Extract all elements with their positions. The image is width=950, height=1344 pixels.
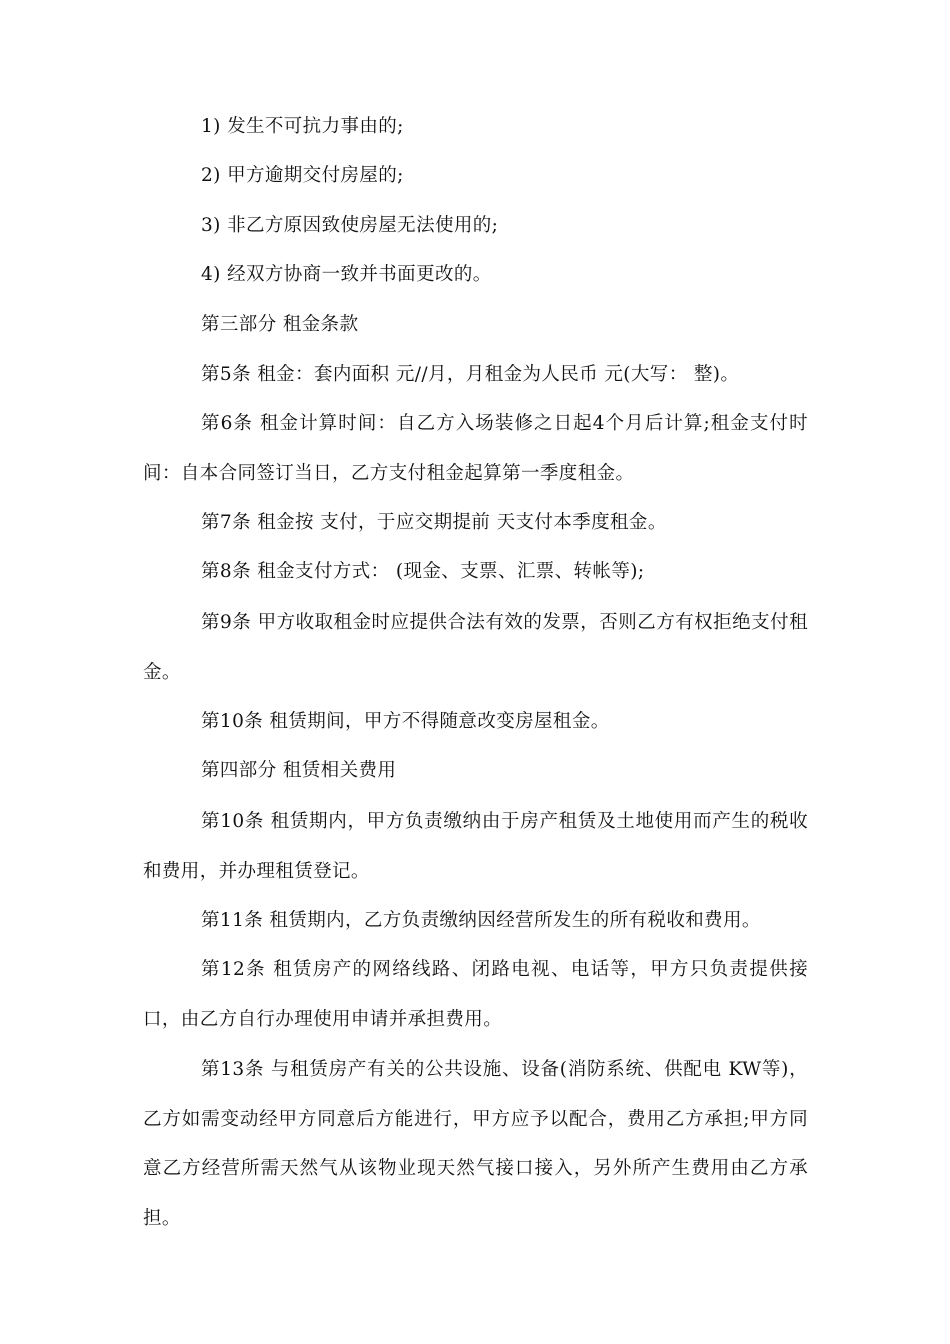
clause-item-2: 2) 甲方逾期交付房屋的; [201,165,404,186]
section-heading-lease-fees: 第四部分 租赁相关费用 [201,760,397,781]
article-12-network-lines: 第12条 租赁房产的网络线路、闭路电视、电话等，甲方只负责提供接口，由乙方自行办理使用申请并承担费用。 [143,959,808,1030]
clause-item-3: 3) 非乙方原因致使房屋无法使用的; [201,215,499,236]
article-10-taxes: 第10条 租赁期内，甲方负责缴纳由于房产租赁及土地使用而产生的税收和费用，并办理租赁登记。 [143,811,808,882]
clause-item-4: 4) 经双方协商一致并书面更改的。 [201,264,492,285]
article-13-public-facilities: 第13条 与租赁房产有关的公共设施、设备(消防系统、供配电 KW等)，乙方如需变动经甲方同意后方能进行，甲方应予以配合，费用乙方承担;甲方同意乙方经营所需天然气从该物业现天然气接口接入，另外所产生费用由乙方承担。 [143,1059,808,1229]
article-10-rent-unchanged: 第10条 租赁期间，甲方不得随意改变房屋租金。 [201,711,610,732]
article-5-rent: 第5条 租金：套内面积 元//月，月租金为人民币 元(大写： 整)。 [201,364,740,385]
article-11-business-taxes: 第11条 租赁期内，乙方负责缴纳因经营所发生的所有税收和费用。 [201,910,761,931]
article-8-payment-method: 第8条 租金支付方式： (现金、支票、汇票、转帐等); [201,561,645,582]
section-heading-rent-terms: 第三部分 租金条款 [201,314,359,335]
clause-item-1: 1) 发生不可抗力事由的; [201,116,404,137]
article-6-rent-calculation: 第6条 租金计算时间：自乙方入场装修之日起4个月后计算;租金支付时间：自本合同签订当日，乙方支付租金起算第一季度租金。 [143,413,808,484]
article-9-invoice: 第9条 甲方收取租金时应提供合法有效的发票，否则乙方有权拒绝支付租金。 [143,612,808,683]
article-7-rent-payment: 第7条 租金按 支付，于应交期提前 天支付本季度租金。 [201,512,667,533]
